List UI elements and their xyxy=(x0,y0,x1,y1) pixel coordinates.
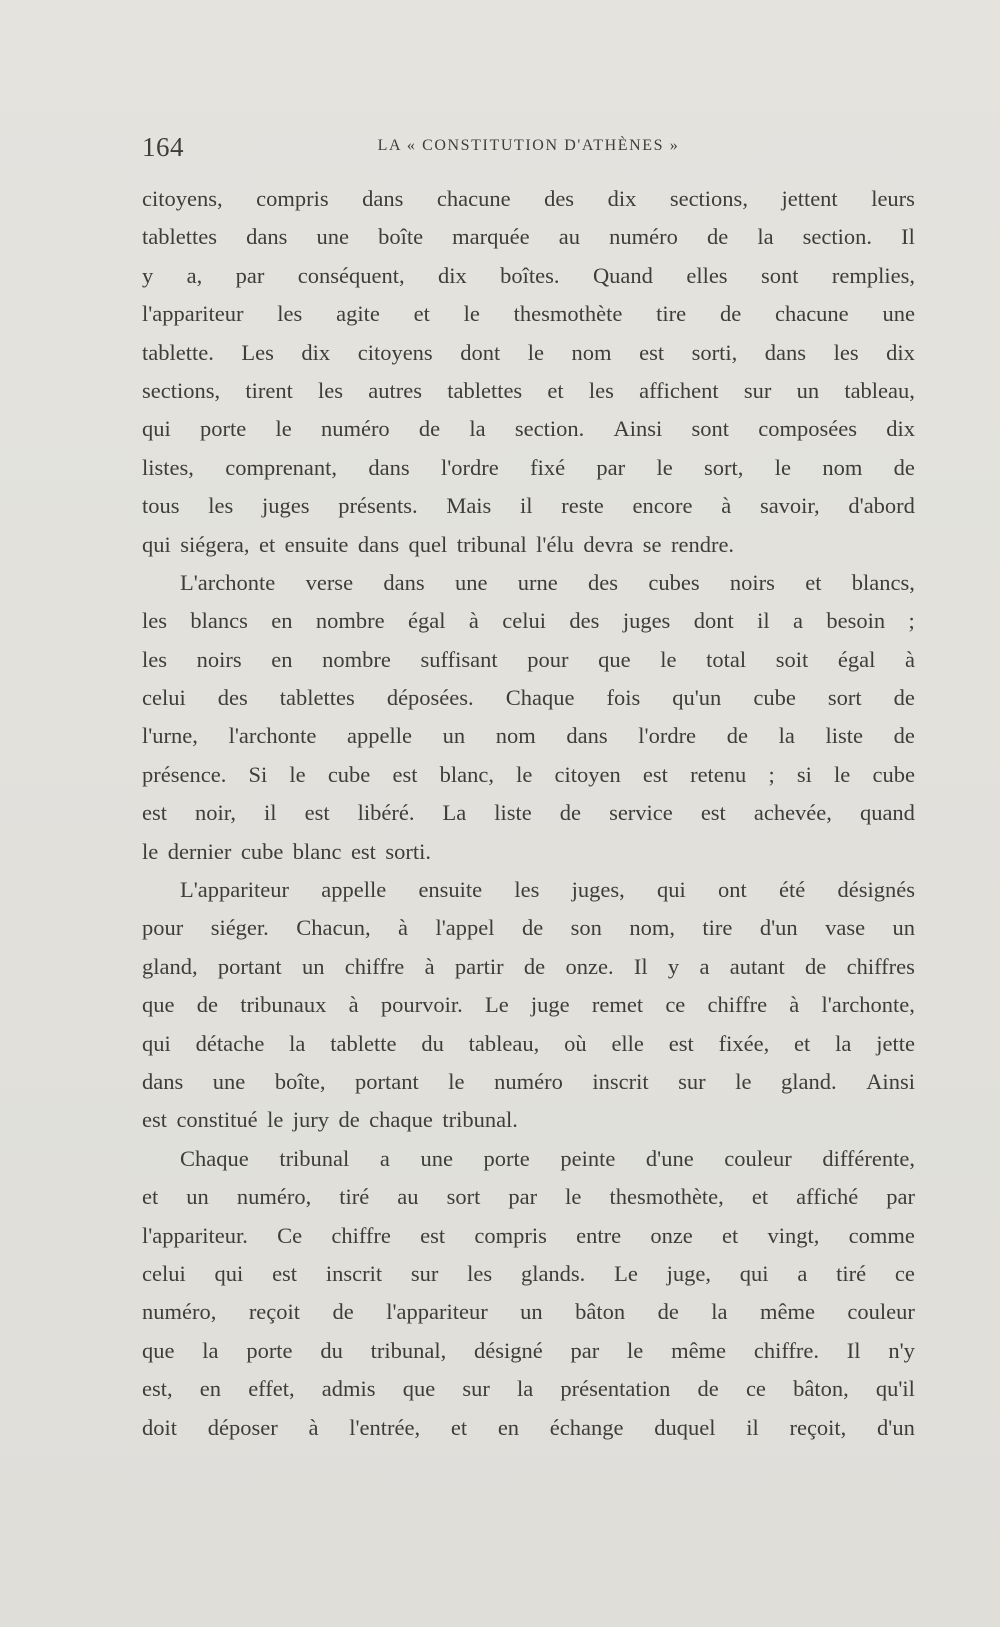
text-line: que la porte du tribunal, désigné par le même chiffre. Il n'y xyxy=(142,1337,915,1363)
text-line: qui porte le numéro de la section. Ainsi sont composées dix xyxy=(142,416,915,442)
page-header xyxy=(142,132,915,166)
text-line: est, en effet, admis que sur la présentation de ce bâton, qu'il xyxy=(142,1376,915,1402)
body-text xyxy=(142,180,915,1447)
text-line: y a, par conséquent, dix boîtes. Quand elles sont remplies, xyxy=(142,262,915,288)
text-line: doit déposer à l'entrée, et en échange duquel il reçoit, d'un xyxy=(142,1414,915,1440)
text-line: les blancs en nombre égal à celui des juges dont il a besoin ; xyxy=(142,608,915,634)
text-line: les noirs en nombre suffisant pour que le total soit égal à xyxy=(142,646,915,672)
text-line: L'archonte verse dans une urne des cubes noirs et blancs, xyxy=(180,569,915,595)
text-line: tous les juges présents. Mais il reste encore à savoir, d'abord xyxy=(142,493,915,519)
text-line: celui qui est inscrit sur les glands. Le juge, qui a tiré ce xyxy=(142,1260,915,1286)
text-line: tablettes dans une boîte marquée au numéro de la section. Il xyxy=(142,224,915,250)
text-line: est noir, il est libéré. La liste de service est achevée, quand xyxy=(142,800,915,826)
text-line: l'urne, l'archonte appelle un nom dans l'ordre de la liste de xyxy=(142,723,915,749)
text-line: le dernier cube blanc est sorti. xyxy=(142,838,432,864)
text-line: l'appariteur les agite et le thesmothète tire de chacune une xyxy=(142,301,915,327)
text-line: citoyens, compris dans chacune des dix sections, jettent leurs xyxy=(142,186,915,211)
text-line: est constitué le jury de chaque tribunal. xyxy=(142,1107,518,1133)
text-line: Chaque tribunal a une porte peinte d'une couleur différente, xyxy=(180,1145,915,1171)
text-line: sections, tirent les autres tablettes et les affichent sur un tableau, xyxy=(142,377,915,403)
text-line: que de tribunaux à pourvoir. Le juge remet ce chiffre à l'archonte, xyxy=(142,992,915,1018)
running-title: LA « CONSTITUTION D'ATHÈNES » xyxy=(377,137,680,154)
page-number: 164 xyxy=(142,132,184,162)
text-line: présence. Si le cube est blanc, le citoyen est retenu ; si le cube xyxy=(142,761,915,787)
text-line: tablette. Les dix citoyens dont le nom est sorti, dans les dix xyxy=(142,339,915,365)
text-line: listes, comprenant, dans l'ordre fixé par le sort, le nom de xyxy=(142,454,915,480)
text-line: celui des tablettes déposées. Chaque fois qu'un cube sort de xyxy=(142,685,915,711)
text-line: et un numéro, tiré au sort par le thesmothète, et affiché par xyxy=(142,1184,915,1210)
text-line: L'appariteur appelle ensuite les juges, qui ont été désignés xyxy=(180,877,915,903)
text-line: qui détache la tablette du tableau, où elle est fixée, et la jette xyxy=(142,1030,915,1056)
text-line: numéro, reçoit de l'appariteur un bâton de la même couleur xyxy=(142,1299,915,1325)
text-line: gland, portant un chiffre à partir de onze. Il y a autant de chiffres xyxy=(142,953,915,979)
text-line: dans une boîte, portant le numéro inscrit sur le gland. Ainsi xyxy=(142,1068,915,1094)
text-line: l'appariteur. Ce chiffre est compris entre onze et vingt, comme xyxy=(142,1222,915,1248)
text-line: pour siéger. Chacun, à l'appel de son nom, tire d'un vase un xyxy=(142,915,915,941)
text-line: qui siégera, et ensuite dans quel tribunal l'élu devra se rendre. xyxy=(142,531,735,557)
